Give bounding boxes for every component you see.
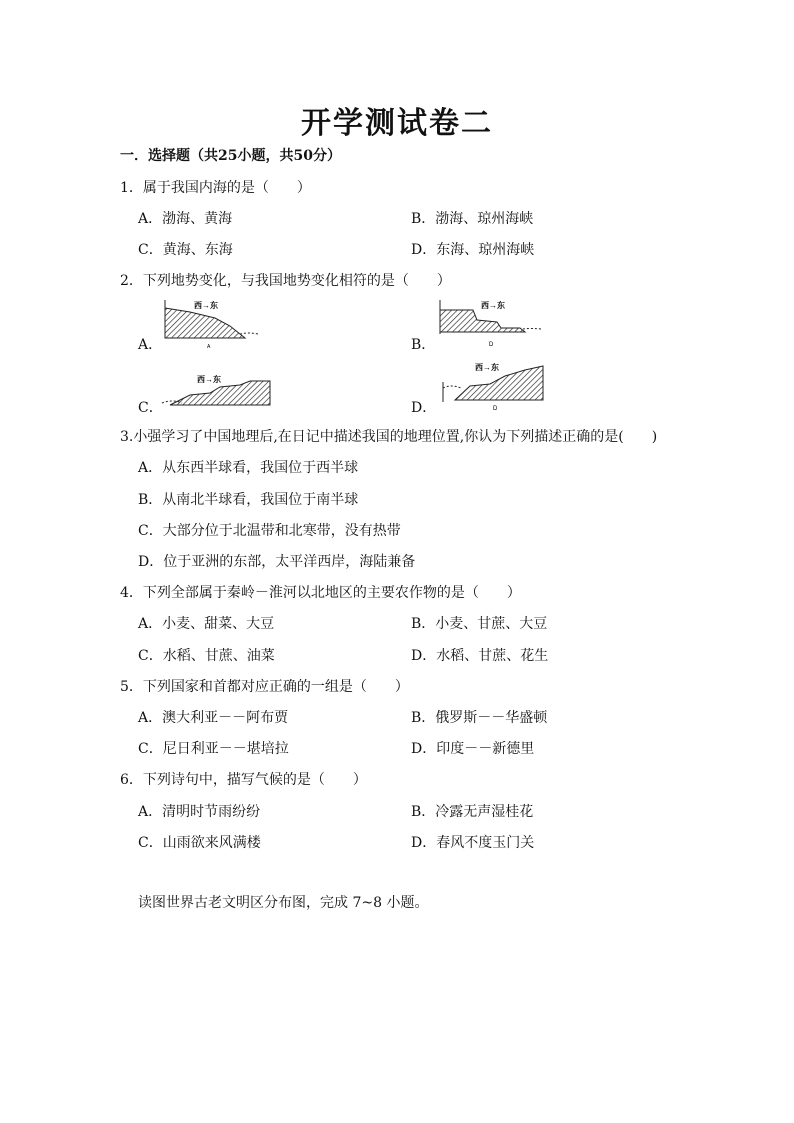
q6-option-a[interactable]: A．清明时节雨纷纷 [138,804,261,820]
q3-option-c[interactable]: C．大部分位于北温带和北寒带，没有热带 [138,523,401,539]
question-4-stem: 4．下列全部属于秦岭－淮河以北地区的主要农作物的是（ ） [120,585,521,601]
q6-option-c[interactable]: C．山雨欲来风满楼 [138,835,261,851]
terrain-a-direction-label: 西→东 [194,301,218,310]
section-heading: 一．选择题（共25小题，共50分） [120,148,341,164]
q5-option-a[interactable]: A．澳大利亚－－阿布贾 [138,710,289,726]
q4-option-c[interactable]: C．水稻、甘蔗、油菜 [138,648,275,664]
q4-option-a[interactable]: A．小麦、甜菜、大豆 [138,616,275,632]
terrain-a-letter: A [207,344,211,350]
question-3-stem: 3.小强学习了中国地理后,在日记中描述我国的地理位置,你认为下列描述正确的是( ) [120,429,658,445]
terrain-b-letter: D [489,342,494,348]
q6-option-b[interactable]: B．冷露无声湿桂花 [411,804,534,820]
terrain-profile-b [435,298,545,350]
q2-option-b[interactable]: B． [411,337,436,353]
q1-option-d[interactable]: D．东海、琼州海峡 [411,242,535,258]
q3-option-b[interactable]: B．从南北半球看，我国位于南半球 [138,492,359,508]
q2-option-d[interactable]: D． [411,400,437,416]
terrain-profile-a [160,298,260,350]
q3-option-a[interactable]: A．从东西半球看，我国位于西半球 [138,460,359,476]
q2-option-a[interactable]: A． [138,337,163,353]
reading-instruction: 读图世界古老文明区分布图，完成 7~8 小题。 [138,895,429,911]
q2-option-c[interactable]: C． [138,400,163,416]
q5-option-d[interactable]: D．印度－－新德里 [411,741,535,757]
question-5-stem: 5．下列国家和首都对应正确的一组是（ ） [120,679,409,695]
q5-option-c[interactable]: C．尼日利亚－－堪培拉 [138,741,289,757]
q1-option-b[interactable]: B．渤海、琼州海峡 [411,211,534,227]
terrain-profile-c [160,365,280,409]
terrain-profile-d [435,358,550,414]
terrain-c-direction-label: 西→东 [197,375,221,384]
question-6-stem: 6．下列诗句中，描写气候的是（ ） [120,772,367,788]
q4-option-b[interactable]: B．小麦、甘蔗、大豆 [411,616,548,632]
q6-option-d[interactable]: D．春风不度玉门关 [411,835,535,851]
terrain-d-direction-label: 西→东 [475,363,499,372]
q3-option-d[interactable]: D．位于亚洲的东部，太平洋西岸，海陆兼备 [138,554,416,570]
question-1-stem: 1．属于我国内海的是（ ） [120,180,311,196]
q1-option-c[interactable]: C．黄海、东海 [138,242,233,258]
q4-option-d[interactable]: D．水稻、甘蔗、花生 [411,648,549,664]
page-title: 开学测试卷二 [301,106,493,141]
q5-option-b[interactable]: B．俄罗斯－－华盛顿 [411,710,548,726]
q1-option-a[interactable]: A．渤海、黄海 [138,211,233,227]
terrain-b-direction-label: 西→东 [481,301,505,310]
question-2-stem: 2．下列地势变化，与我国地势变化相符的是（ ） [120,273,451,289]
terrain-d-letter: D [493,406,498,412]
